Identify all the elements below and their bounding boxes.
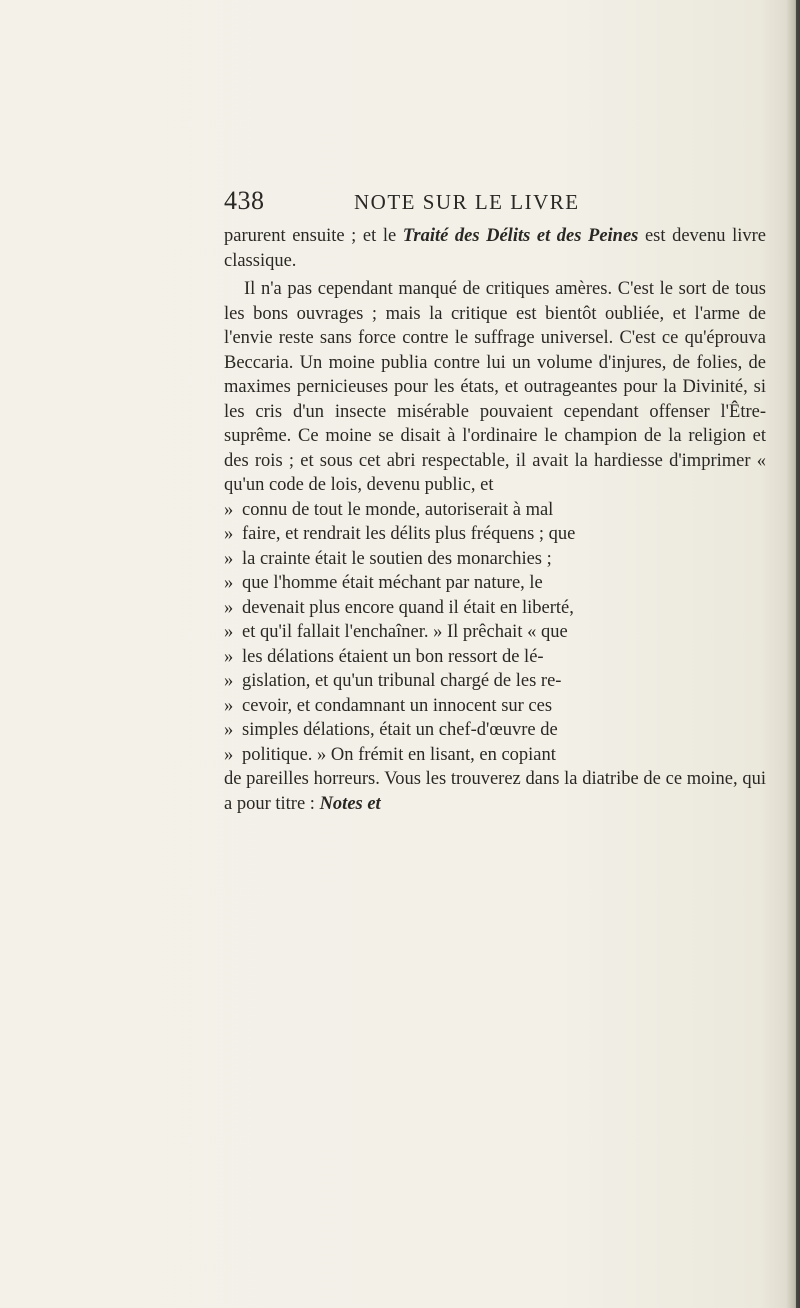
quote-mark: » — [224, 524, 234, 544]
quote-line: » devenait plus encore quand il était en liberté, — [224, 596, 766, 621]
text-run: parurent ensuite ; et le — [224, 226, 403, 246]
quote-mark: » — [224, 548, 234, 569]
quote-mark: » — [224, 573, 234, 593]
quote-mark: » — [224, 744, 234, 765]
quote-line: » cevoir, et condamnant un innocent sur ces — [224, 694, 766, 719]
running-title: NOTE SUR LE LIVRE — [354, 190, 580, 214]
text-run: de pareilles horreurs. Vous les trouverez dans la diatribe de ce moine, qui a pour titre : — [224, 769, 766, 814]
text-run: est devenu livre classique. — [224, 226, 766, 271]
paragraph-1 — [224, 224, 766, 273]
quote-mark: » — [224, 622, 234, 642]
page-header — [224, 186, 764, 216]
body-text — [224, 224, 766, 816]
quote-line: » et qu'il fallait l'enchaîner. » Il prêchait « que — [224, 620, 766, 645]
quote-line: » la crainte était le soutien des monarchies ; — [224, 547, 766, 572]
quote-line: » gislation, et qu'un tribunal chargé de les re- — [224, 669, 766, 694]
quote-line: » faire, et rendrait les délits plus fréquens ; que — [224, 522, 766, 547]
quote-mark: » — [224, 720, 234, 740]
page-edge — [796, 0, 800, 1308]
quote-line: » politique. » On frémit en lisant, en copiant — [224, 743, 766, 768]
paragraph-tail — [224, 767, 766, 816]
quote-line: » que l'homme était méchant par nature, le — [224, 571, 766, 596]
quote-line: » simples délations, était un chef-d'œuvre de — [224, 718, 766, 743]
book-title: Notes et — [319, 793, 381, 814]
page-number: 438 — [224, 186, 265, 215]
book-title: Traité des Délits et des Peines — [402, 226, 639, 246]
quote-line: » les délations étaient un bon ressort de lé- — [224, 645, 766, 670]
quote-mark: » — [224, 646, 234, 667]
quote-mark: » — [224, 671, 234, 691]
quote-mark: » — [224, 597, 234, 618]
quote-mark: » — [224, 695, 234, 716]
quoted-passage — [224, 498, 766, 768]
quote-line: » connu de tout le monde, autoriserait à mal — [224, 498, 766, 523]
paragraph-2: Il n'a pas cependant manqué de critiques amères. C'est le sort de tous les bons ouvrages ; mais la critique est bientôt oubliée, et l'arme de l'envie reste sans force contre le suffrage universel. C'est ce qu'éprouva Beccaria. Un moine publia contre lui un volume d'injures, de folies, de maximes pernicieuses pour les états, et outrageantes pour la Divinité, si les cris d'un insecte misérable pouvaient cependant offenser l'Être-suprême. Ce moine se disait à l'ordinaire le champion de la religion et des rois ; et sous cet abri respectable, il avait la hardiesse d'imprimer « qu'un code de lois, devenu public, et — [224, 279, 766, 495]
quote-mark: » — [224, 499, 234, 520]
